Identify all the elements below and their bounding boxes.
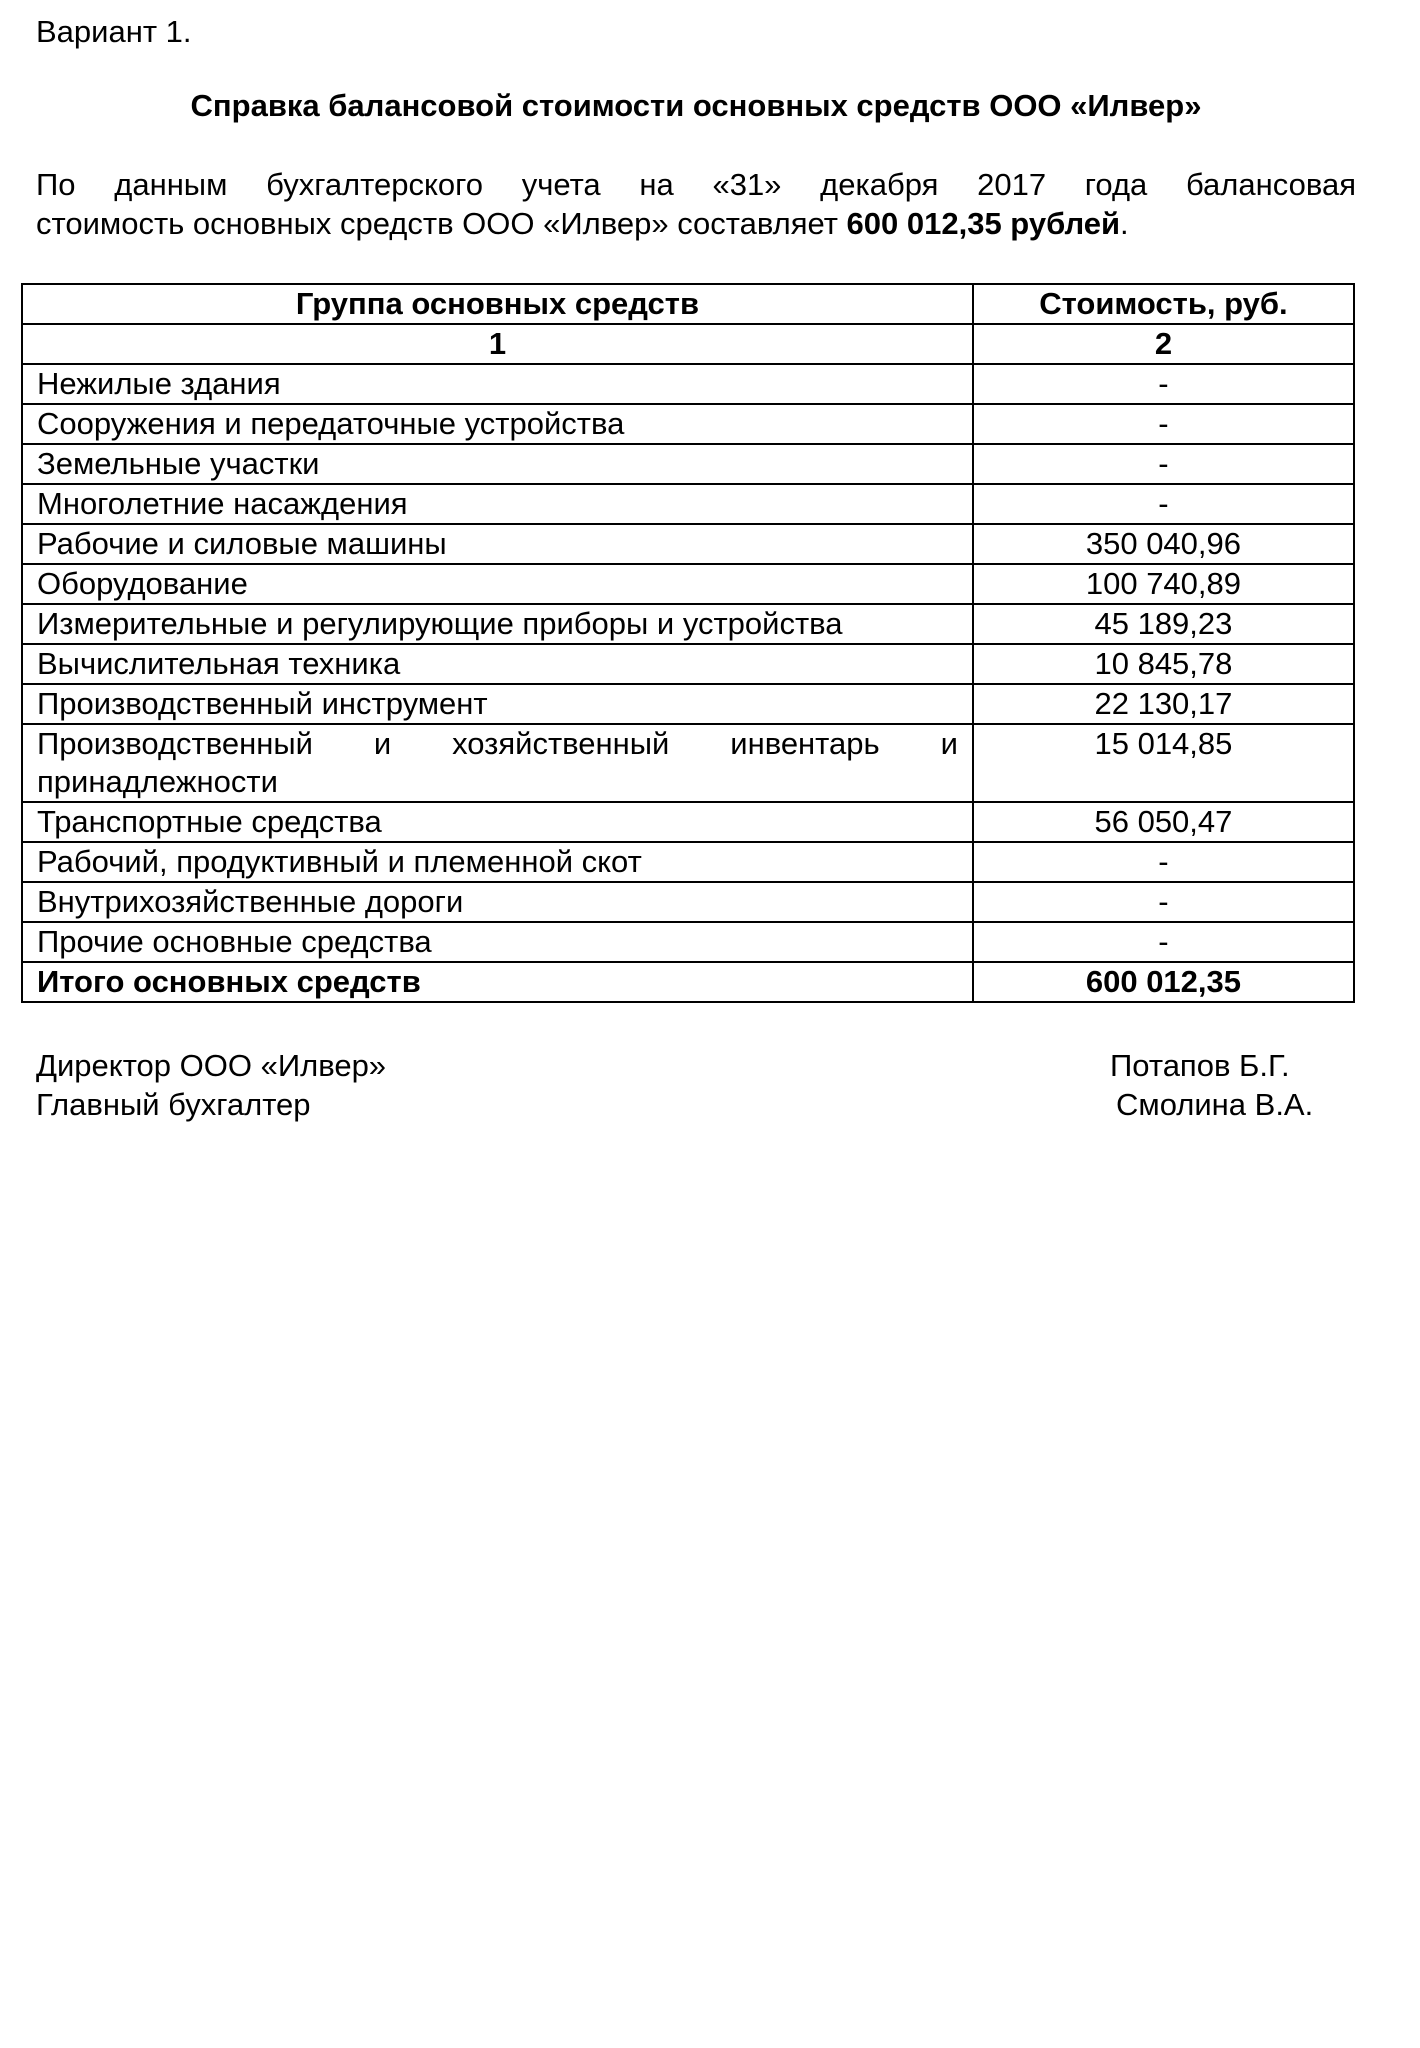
assets-table [21, 283, 1355, 1003]
asset-cost: - [973, 364, 1354, 404]
intro-line-1: По данным бухгалтерского учета на «31» декабря 2017 года балансовая [36, 167, 1356, 202]
document-title: Справка балансовой стоимости основных средств ООО «Илвер» [190, 88, 1202, 123]
intro-line-2-text: стоимость основных средств ООО «Илвер» составляет [36, 206, 847, 241]
asset-cost: - [973, 922, 1354, 962]
total-row [22, 962, 1354, 1002]
table-row [22, 882, 1354, 922]
table-row [22, 922, 1354, 962]
asset-cost: - [973, 842, 1354, 882]
table-row [22, 364, 1354, 404]
signature-block [36, 1046, 1336, 1124]
column-number-row [22, 324, 1354, 364]
asset-group-name: Вычислительная техника [22, 644, 973, 684]
header-asset-group: Группа основных средств [22, 284, 973, 324]
asset-cost: - [973, 404, 1354, 444]
asset-cost: 15 014,85 [973, 724, 1354, 802]
table-row [22, 604, 1354, 644]
asset-cost: - [973, 444, 1354, 484]
asset-cost: 22 130,17 [973, 684, 1354, 724]
asset-cost: 350 040,96 [973, 524, 1354, 564]
asset-cost: 45 189,23 [973, 604, 1354, 644]
header-cost: Стоимость, руб. [973, 284, 1354, 324]
table-row [22, 444, 1354, 484]
intro-line-2-end: . [1120, 206, 1129, 241]
asset-group-name: Прочие основные средства [22, 922, 973, 962]
table-row [22, 484, 1354, 524]
asset-group-name: Измерительные и регулирующие приборы и устройства [22, 604, 973, 644]
intro-line-2 [36, 204, 1356, 243]
asset-group-name: Оборудование [22, 564, 973, 604]
asset-group-name: Рабочий, продуктивный и племенной скот [22, 842, 973, 882]
table-row [22, 802, 1354, 842]
table-row [22, 524, 1354, 564]
asset-group-name: Транспортные средства [22, 802, 973, 842]
signature-row-director [36, 1046, 1336, 1085]
total-value: 600 012,35 [973, 962, 1354, 1002]
asset-group-name: Внутрихозяйственные дороги [22, 882, 973, 922]
asset-group-name: Сооружения и передаточные устройства [22, 404, 973, 444]
variant-label: Вариант 1. [36, 14, 192, 49]
intro-paragraph [36, 165, 1356, 243]
table-row [22, 684, 1354, 724]
director-name: Потапов Б.Г. [1110, 1048, 1290, 1083]
table-row [22, 724, 1354, 802]
accountant-role: Главный бухгалтер [36, 1087, 311, 1122]
asset-group-name: Многолетние насаждения [22, 484, 973, 524]
asset-cost: 10 845,78 [973, 644, 1354, 684]
director-role: Директор ООО «Илвер» [36, 1048, 387, 1083]
table-row [22, 404, 1354, 444]
asset-cost: - [973, 882, 1354, 922]
asset-cost: - [973, 484, 1354, 524]
table-row [22, 842, 1354, 882]
asset-group-name: Земельные участки [22, 444, 973, 484]
asset-group-name: Рабочие и силовые машины [22, 524, 973, 564]
accountant-name: Смолина В.А. [1116, 1087, 1314, 1122]
signature-row-accountant [36, 1085, 1336, 1124]
asset-group-name: Производственный инструмент [22, 684, 973, 724]
table-header-row [22, 284, 1354, 324]
asset-group-name: Нежилые здания [22, 364, 973, 404]
intro-total-amount: 600 012,35 рублей [846, 206, 1121, 241]
asset-cost: 56 050,47 [973, 802, 1354, 842]
table-row [22, 644, 1354, 684]
total-label: Итого основных средств [22, 962, 973, 1002]
column-number-2: 2 [973, 324, 1354, 364]
column-number-1: 1 [22, 324, 973, 364]
asset-cost: 100 740,89 [973, 564, 1354, 604]
asset-group-name: Производственный и хозяйственный инвентарь и принадлежности [22, 724, 973, 802]
table-row [22, 564, 1354, 604]
